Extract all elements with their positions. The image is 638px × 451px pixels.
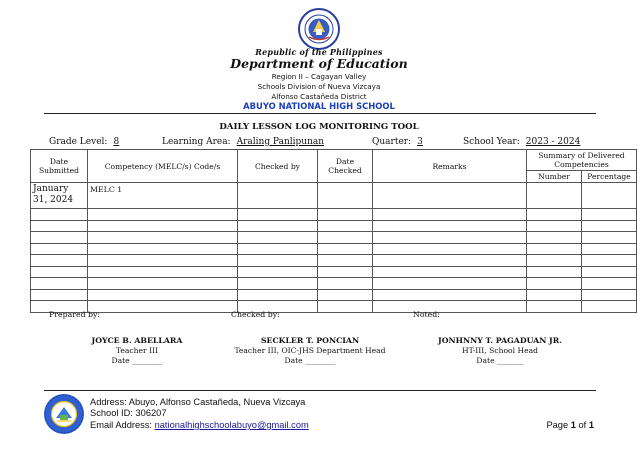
table-row [31,243,637,255]
district-text: Alfonso Castañeda District [271,92,367,101]
footer-school-id: School ID: 306207 [90,408,167,418]
table-cell [318,220,373,232]
grade-level [49,137,119,147]
header-number: Number [527,171,582,183]
republic-text: Republic of the Philippines [255,47,383,57]
table-cell [527,278,582,290]
signatory-position: Teacher III [115,346,159,355]
noted-label: Noted: [413,310,440,319]
table-cell [582,289,637,301]
table-row [31,209,637,221]
table-cell [318,243,373,255]
table-cell [238,243,318,255]
competency-cell: MELC 1 [88,183,238,209]
table-cell [238,232,318,244]
table-cell [238,255,318,267]
footer-email [90,420,309,430]
table-cell [527,266,582,278]
table-cell [373,266,527,278]
signatory-date: Date ________ [284,356,336,365]
table-cell [373,255,527,267]
table-row [31,255,637,267]
monitoring-table [30,149,637,313]
table-cell [88,289,238,301]
document-title: DAILY LESSON LOG MONITORING TOOL [219,122,419,132]
signatory-prepared [62,336,212,366]
header-date-checked: Date Checked [318,150,373,183]
department-title: Department of Education [230,56,408,71]
table-cell [582,209,637,221]
table-cell [31,243,88,255]
signatory-name: JOYCE B. ABELLARA [91,336,183,345]
table-cell [88,301,238,313]
table-cell [582,278,637,290]
page-prefix: Page [546,420,571,430]
school-year-label: School Year: [463,137,520,147]
header-percentage: Percentage [582,171,637,183]
signatory-position: Teacher III, OIC-JHS Department Head [234,346,386,355]
footer-email-label: Email Address: [90,420,155,430]
table-cell [373,220,527,232]
table-cell [88,243,238,255]
table-cell [582,255,637,267]
table-cell [238,220,318,232]
region-text: Region II – Cagayan Valley [271,72,367,81]
table-cell [373,289,527,301]
table-cell [527,209,582,221]
school-year-value: 2023 - 2024 [525,137,581,147]
learning-area [162,137,324,147]
page-mid: of [575,420,589,430]
table-cell [582,243,637,255]
header-remarks: Remarks [373,150,527,183]
table-cell [527,301,582,313]
signatory-name: SECKLER T. PONCIAN [260,336,360,345]
table-cell [238,289,318,301]
table-cell [527,255,582,267]
table-cell [31,209,88,221]
table-row [31,289,637,301]
table-cell [582,220,637,232]
table-cell [318,301,373,313]
school-seal-icon [43,393,85,435]
table-cell [318,255,373,267]
table-row [31,301,637,313]
signatory-date: Date _______ [476,356,524,365]
table-cell [318,266,373,278]
learning-area-value: Araling Panlipunan [236,137,325,147]
header-checked-by: Checked by [238,150,318,183]
table-cell [88,232,238,244]
table-cell [373,278,527,290]
table-cell [88,255,238,267]
table-cell [31,220,88,232]
signatory-checked [220,336,400,366]
table-cell [318,232,373,244]
learning-area-label: Learning Area: [162,137,231,147]
school-year [463,137,580,147]
signatory-noted [420,336,580,366]
header-date-submitted: Date Submitted [31,150,88,183]
table-row [31,183,637,209]
table-row [31,278,637,290]
page-indicator [546,420,594,430]
signatory-name: JONHNNY T. PAGADUAN JR. [438,336,562,345]
table-cell [31,278,88,290]
deped-seal-icon [298,8,340,50]
footer-divider [44,390,596,391]
email-link[interactable]: nationalhighschoolabuyo@gmail.com [154,420,309,430]
table-cell [31,266,88,278]
table-cell [88,278,238,290]
table-cell [527,220,582,232]
grade-level-value: 8 [113,137,120,147]
table-cell [88,209,238,221]
table-cell [318,278,373,290]
table-cell [31,289,88,301]
table-cell [373,209,527,221]
number-cell [527,183,582,209]
remarks-cell [373,183,527,209]
table-cell [238,266,318,278]
table-cell [238,209,318,221]
quarter-value: 3 [417,137,423,147]
table-cell [373,301,527,313]
date-submitted-cell: January 31, 2024 [31,183,88,209]
table-cell [527,232,582,244]
table-cell [582,266,637,278]
quarter-label: Quarter: [372,137,412,147]
division-text: Schools Division of Nueva Vizcaya [257,82,381,91]
signatory-date: Date ________ [111,356,163,365]
table-cell [238,278,318,290]
table-row [31,232,637,244]
table-row [31,266,637,278]
table-cell [373,232,527,244]
table-cell [527,243,582,255]
page-number: 1 [570,420,576,430]
header-summary: Summary of Delivered Competencies [527,150,637,171]
page-total: 1 [588,420,594,430]
table-row [31,220,637,232]
table-cell [88,220,238,232]
table-cell [527,289,582,301]
prepared-by-label: Prepared by: [49,310,101,319]
table-cell [318,289,373,301]
school-name: ABUYO NATIONAL HIGH SCHOOL [243,101,395,111]
grade-level-label: Grade Level: [49,137,108,147]
quarter [372,137,423,147]
table-cell [582,301,637,313]
table-cell [373,243,527,255]
date-checked-cell [318,183,373,209]
percentage-cell [582,183,637,209]
table-cell [88,266,238,278]
table-cell [31,232,88,244]
header-competency: Competency (MELC/s) Code/s [88,150,238,183]
header-divider [44,113,596,114]
checked-by-label: Checked by: [231,310,280,319]
table-cell [582,232,637,244]
footer-address: Address: Abuyo, Alfonso Castañeda, Nueva Vizcaya [90,397,306,407]
table-cell [318,209,373,221]
checked-by-cell [238,183,318,209]
signatory-position: HT-III, School Head [462,346,538,355]
table-cell [31,255,88,267]
